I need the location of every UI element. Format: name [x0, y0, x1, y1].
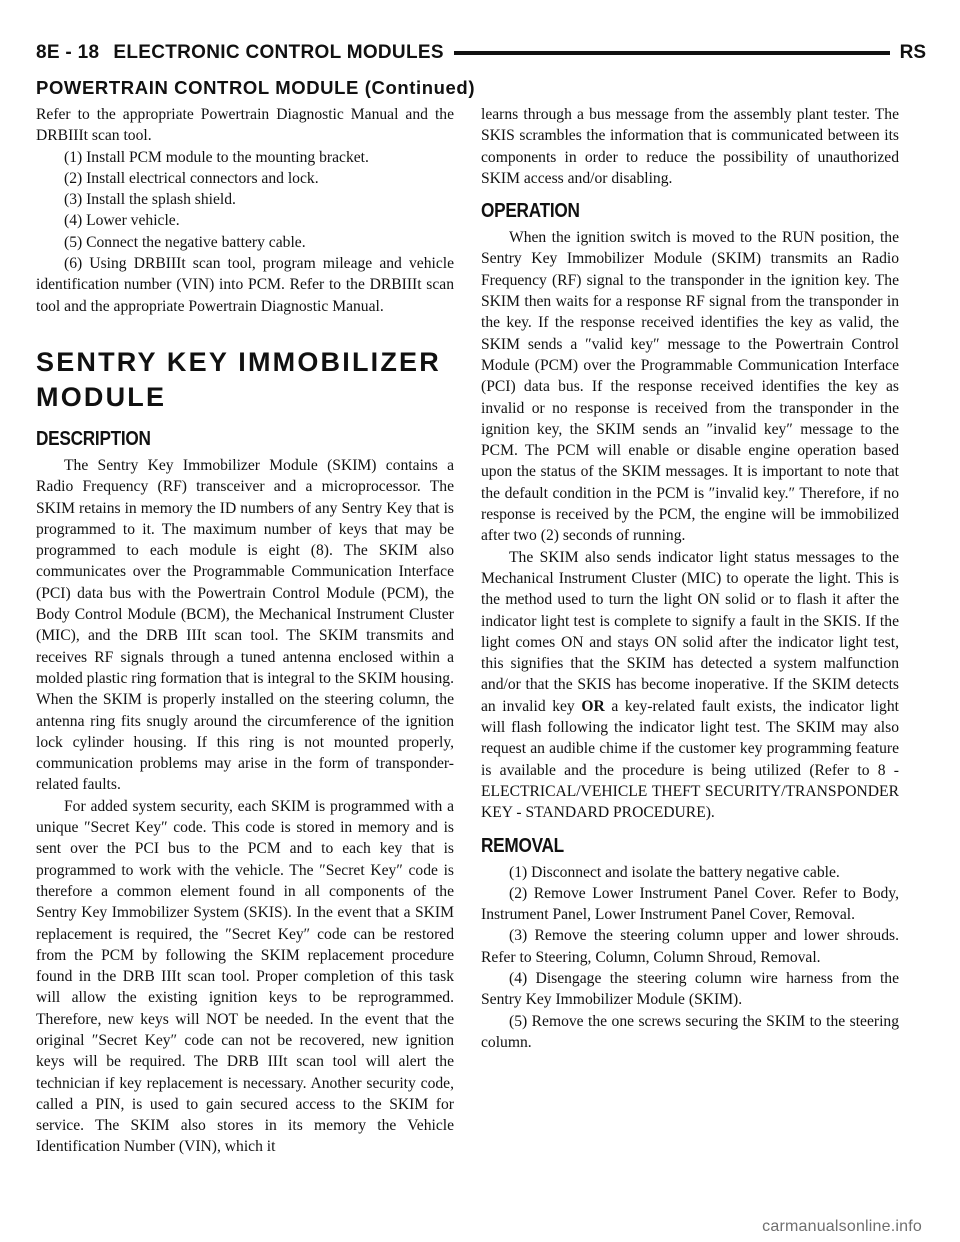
header-left [36, 40, 454, 66]
removal-step-3: (3) Remove the steering column upper and lower shrouds. Refer to Steering, Column, Column Shroud, Removal. [481, 927, 899, 966]
install-step-1: (1) Install PCM module to the mounting bracket. [64, 148, 369, 166]
watermark: carmanualsonline.info [762, 1218, 922, 1235]
continuation-paragraph: learns through a bus message from the assembly plant tester. The SKIS scrambles the information that is communicated between its components in order to reduce the possibility of unauthorized SKIM access and/or disabling. [481, 106, 899, 187]
removal-heading: REMOVAL [481, 834, 564, 857]
removal-step-2: (2) Remove Lower Instrument Panel Cover. Refer to Body, Instrument Panel, Lower Instrument Panel Cover, Removal. [481, 884, 899, 924]
removal-step-1: (1) Disconnect and isolate the battery negative cable. [509, 863, 840, 881]
operation-heading: OPERATION [481, 200, 580, 223]
operation-paragraph: When the ignition switch is moved to the RUN position, the Sentry Key Immobilizer Module (SKIM) transmits an Radio Frequency (RF) signal to the transponder in the ignition key. The SKIM then waits for a response RF signal from the transponder in the key. If the response received identifies the key as valid, the SKIM sends a ″valid key″ message to the Powertrain Control Module (PCM) over the Programmable Communication Interface (PCI) data bus. If the response received identifies the key as invalid or no response is received from the transponder in the ignition key, the SKIM sends an ″invalid key″ message to the PCM. The PCM will enable or disable engine operation based upon the status of the SKIM messages. It is important to note that the default condition in the PCM is ″invalid key.″ Therefore, if no response is received by the PCM, the engine will be immobilized after two (2) seconds of running. [481, 229, 899, 545]
operation-paragraph [481, 547, 899, 824]
description-paragraph: The Sentry Key Immobilizer Module (SKIM) contains a Radio Frequency (RF) transceiver and a microprocessor. The SKIM retains in memory the ID numbers of any Sentry Key that is programmed to it. The maximum number of keys that may be programmed to each module is eight (8). The SKIM also communicates over the Programmable Communication Interface (PCI) data bus with the Powertrain Control Module (PCM), the Body Control Module (BCM), the Mechanical Instrument Cluster (MIC), and the DRB IIIt scan tool. The SKIM transmits and receives RF signals through a tuned antenna enclosed within a molded plastic ring formation that is integral to the SKIM housing. When the SKIM is properly installed on the steering column, the antenna ring fits snugly around the circumference of the ignition lock cylinder housing. If this ring is not mounted properly, communication problems may arise in the form of transponder-related faults. [36, 456, 454, 794]
left-column [36, 104, 454, 1158]
operation-text: The SKIM also sends indicator light status messages to the Mechanical Instrument Cluster (MIC) to operate the light. This is the method used to turn the light ON solid or to flash it after the indicator light test is complete to signify a fault in the SKIS. If the light comes ON and stays ON solid after the indicator light test, this signifies that the SKIM has detected a system malfunction and/or that the SKIS has become inoperative. If the SKIM detects an invalid key [481, 548, 899, 715]
install-step-5: (5) Connect the negative battery cable. [64, 233, 306, 251]
description-heading: DESCRIPTION [36, 427, 151, 450]
page-number: 8E - 18 [36, 42, 100, 63]
removal-step-4: (4) Disengage the steering column wire harness from the Sentry Key Immobilizer Module (SKIM). [481, 969, 899, 1009]
removal-step-5: (5) Remove the one screws securing the SKIM to the steering column. [481, 1012, 899, 1051]
install-step-2: (2) Install electrical connectors and lock. [64, 169, 319, 187]
operation-or-emphasis: OR [581, 697, 605, 715]
install-step-4: (4) Lower vehicle. [64, 212, 180, 230]
section-title: SENTRY KEY IMMOBILIZER MODULE [36, 346, 441, 412]
intro-paragraph: Refer to the appropriate Powertrain Diagnostic Manual and the DRBIIIt scan tool. [36, 106, 454, 145]
header-code: RS [890, 40, 926, 66]
operation-text: a key-related fault exists, the indicator light will flash following the indicator light test. The SKIM may also request an audible chime if the customer key programming feature is available and the procedure is being utilized (Refer to 8 - ELECTRICAL/VEHICLE THEFT SECURITY/TRANSPONDER KEY - STANDARD PROCEDURE). [481, 697, 899, 822]
page-header [36, 40, 926, 68]
chapter-title: ELECTRONIC CONTROL MODULES [113, 42, 444, 63]
install-step-3: (3) Install the splash shield. [64, 191, 236, 209]
install-step-6: (6) Using DRBIIIt scan tool, program mileage and vehicle identification number (VIN) into PCM. Refer to the DRBIIIt scan tool and the appropriate Powertrain Diagnostic Manual. [36, 255, 454, 315]
continued-title: POWERTRAIN CONTROL MODULE (Continued) [36, 77, 476, 98]
right-column [481, 104, 899, 1053]
description-paragraph: For added system security, each SKIM is programmed with a unique ″Secret Key″ code. This code is stored in memory and is sent over the PCI bus to the PCM and to each key that is programmed to work with the vehicle. The ″Secret Key″ code is therefore a common element found in all components of the Sentry Key Immobilizer System (SKIS). In the event that a SKIM replacement is required, the ″Secret Key″ code can be restored from the PCM by following the SKIM replacement procedure found in the DRB IIIt scan tool. Proper completion of this task will allow the existing ignition keys to be reprogrammed. Therefore, new keys will NOT be needed. In the event that the original ″Secret Key″ code can not be recovered, new ignition keys will be required. The DRB IIIt scan tool will alert the technician if key replacement is necessary. Another security code, called a PIN, is used to gain secured access to the SKIM for service. The SKIM also stores in its memory the Vehicle Identification Number (VIN), which it [36, 797, 454, 1156]
